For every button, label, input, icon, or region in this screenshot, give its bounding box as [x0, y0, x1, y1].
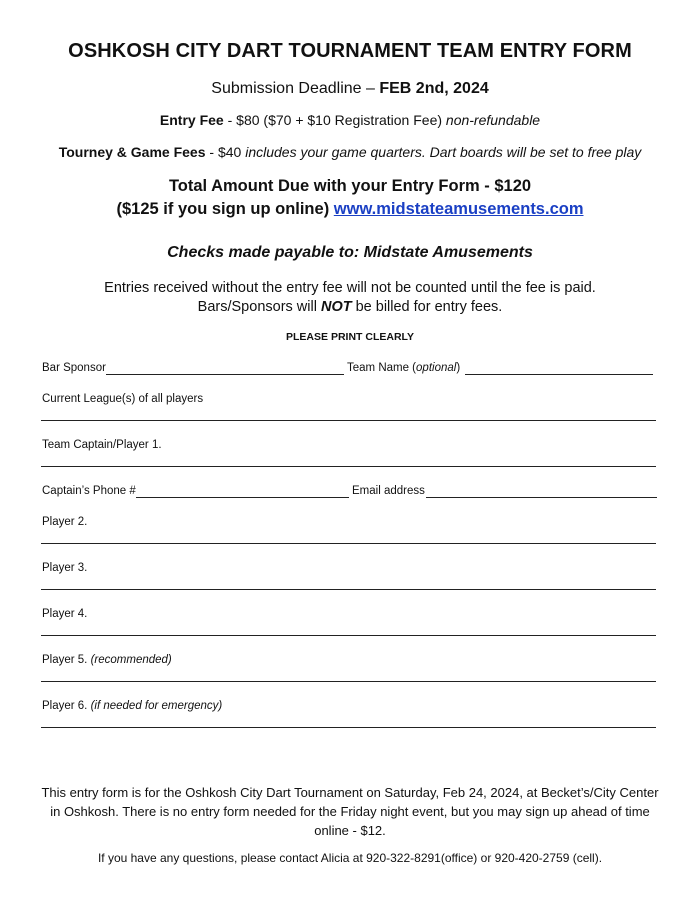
player4-field[interactable]: [41, 635, 656, 636]
player5-note: (recommended): [90, 654, 172, 666]
footer-info: This entry form is for the Oshkosh City Dart Tournament on Saturday, Feb 24, 2024, at Becket’s/City Center in Oshkosh. There is no entry form needed for the Friday night event, but you may sign up ahead of time online - $12.: [41, 785, 659, 838]
online-price-text: ($125 if you sign up online): [116, 200, 334, 218]
player2-field[interactable]: [41, 543, 656, 544]
player3-label: Player 3.: [42, 562, 88, 574]
game-fee-text: - $40: [205, 144, 246, 160]
entry-fee-note: non-refundable: [445, 112, 541, 128]
team-name-close: ): [456, 362, 461, 374]
form-title: OSHKOSH CITY DART TOURNAMENT TEAM ENTRY FORM: [68, 40, 632, 62]
entry-fee-line: [0, 112, 700, 128]
player6-field[interactable]: [41, 727, 656, 728]
player6-label: [42, 700, 222, 712]
player4-label: Player 4.: [42, 608, 88, 620]
online-price-line: [0, 200, 700, 219]
sponsor-notice-prefix: Bars/Sponsors will: [197, 299, 321, 315]
bar-sponsor-label: Bar Sponsor: [42, 362, 106, 374]
phone-field[interactable]: [136, 497, 349, 498]
team-name-field[interactable]: [465, 374, 653, 375]
captain-field[interactable]: [41, 466, 656, 467]
leagues-label: Current League(s) of all players: [42, 393, 204, 405]
team-name-optional: optional: [416, 362, 457, 374]
submission-deadline: [0, 80, 700, 98]
entry-fee-label: Entry Fee: [159, 112, 224, 128]
sponsor-notice-suffix: be billed for entry fees.: [351, 299, 503, 315]
sponsor-notice-emph: NOT: [320, 299, 352, 315]
player5-text: Player 5.: [42, 654, 91, 666]
print-clearly: PLEASE PRINT CLEARLY: [286, 331, 414, 343]
email-label: Email address: [352, 485, 425, 497]
contact-info: If you have any questions, please contact Alicia at 920-322-8291(office) or 920-420-2759 (cell).: [97, 851, 603, 865]
checks-payable: Checks made payable to: Midstate Amusements: [167, 244, 533, 261]
email-field[interactable]: [426, 497, 657, 498]
game-fee-line: [0, 144, 700, 160]
game-fee-note: includes your game quarters. Dart boards will be set to free play: [245, 144, 642, 160]
player2-label: Player 2.: [42, 516, 88, 528]
player3-field[interactable]: [41, 589, 656, 590]
player5-field[interactable]: [41, 681, 656, 682]
captain-label: Team Captain/Player 1.: [42, 439, 162, 451]
sponsor-notice: [0, 299, 700, 315]
leagues-field[interactable]: [41, 420, 656, 421]
total-amount: Total Amount Due with your Entry Form - $120: [168, 177, 532, 195]
entries-notice: Entries received without the entry fee will not be counted until the fee is paid.: [104, 280, 596, 296]
bar-sponsor-field[interactable]: [106, 374, 344, 375]
team-name-label: [347, 362, 460, 374]
team-name-text: Team Name (: [347, 362, 417, 374]
phone-label: Captain’s Phone #: [42, 485, 136, 497]
player6-note: (if needed for emergency): [90, 700, 223, 712]
website-link[interactable]: www.midstateamusements.com: [333, 200, 584, 218]
game-fee-label: Tourney & Game Fees: [58, 144, 206, 160]
player5-label: [42, 654, 172, 666]
deadline-prefix: Submission Deadline –: [211, 80, 380, 97]
player6-text: Player 6.: [42, 700, 91, 712]
deadline-date: FEB 2nd, 2024: [379, 80, 489, 97]
entry-fee-text: - $80 ($70 + $10 Registration Fee): [223, 112, 446, 128]
